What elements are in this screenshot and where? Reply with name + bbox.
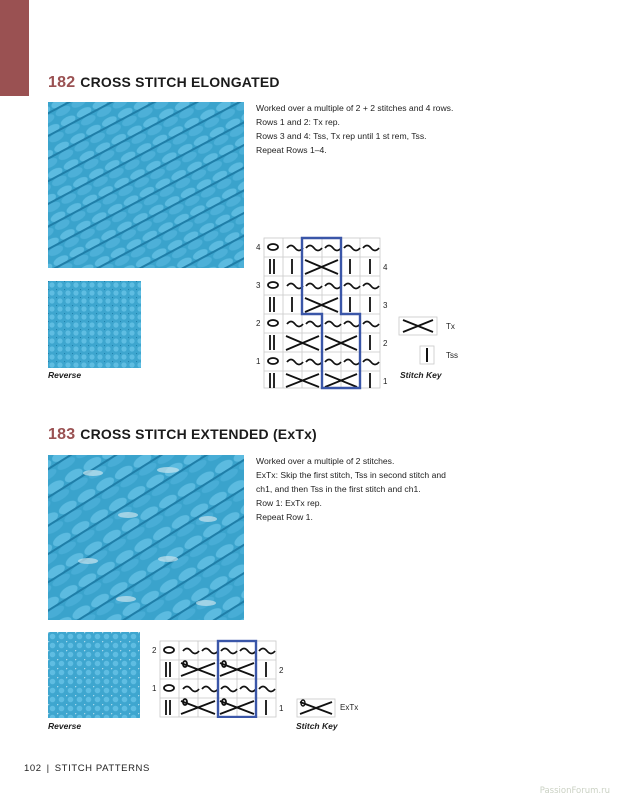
double-bar-icon (270, 335, 274, 350)
row-label: 1 (383, 377, 388, 386)
key-label-tss: Tss (446, 351, 458, 360)
stitch-row-3 (270, 297, 370, 312)
swatch-photo-reverse (48, 632, 140, 718)
chain-icon (164, 685, 174, 691)
tilde-icon (306, 284, 322, 289)
stitch-key-caption: Stitch Key (296, 721, 338, 731)
key-label-tx: Tx (446, 322, 455, 331)
stitch-row-1 (270, 373, 370, 388)
swatch-photo-front (48, 102, 244, 268)
stitch-key-182 (398, 316, 438, 368)
row-label: 4 (256, 243, 261, 252)
instruction-line: Repeat Row 1. (256, 512, 313, 522)
tilde-icon (287, 322, 303, 327)
row-label: 2 (383, 339, 388, 348)
tilde-icon (183, 649, 199, 654)
footer-separator: | (46, 763, 50, 774)
reverse-caption: Reverse (48, 370, 82, 380)
tilde-icon (363, 246, 379, 251)
tilde-icon (287, 284, 303, 289)
cross-icon (305, 260, 338, 274)
row-label: 1 (279, 704, 284, 713)
chain-icon (268, 244, 278, 250)
row-label: 2 (279, 666, 284, 675)
tilde-icon (363, 360, 379, 365)
tilde-icon (325, 246, 341, 251)
tilde-icon (306, 360, 322, 365)
pattern-182-instructions (256, 101, 453, 157)
row-label: 1 (256, 357, 261, 366)
stitch-key-caption: Stitch Key (400, 370, 442, 380)
stitch-row-1 (166, 699, 266, 715)
row-label: 2 (256, 319, 261, 328)
stitch-key-183 (296, 698, 336, 718)
instruction-line: Repeat Rows 1–4. (256, 145, 327, 155)
row-label: 3 (383, 301, 388, 310)
chain-icon (268, 282, 278, 288)
reverse-caption: Reverse (48, 721, 82, 731)
tilde-icon (344, 246, 360, 251)
loop-row-3 (268, 282, 379, 289)
tilde-icon (363, 322, 379, 327)
tilde-icon (344, 322, 360, 327)
instruction-line: Worked over a multiple of 2 stitches. (256, 456, 395, 466)
tilde-icon (306, 246, 322, 251)
tilde-icon (221, 687, 237, 692)
tilde-icon (202, 687, 218, 692)
pattern-183-heading (48, 426, 317, 444)
tilde-icon (259, 687, 275, 692)
tilde-icon (363, 284, 379, 289)
tilde-icon (221, 649, 237, 654)
page-footer (24, 763, 150, 774)
tilde-icon (183, 687, 199, 692)
section-title: STITCH PATTERNS (54, 763, 150, 774)
pattern-182-heading (48, 74, 280, 92)
chain-icon (164, 647, 174, 653)
stitch-row-2 (270, 335, 370, 350)
tilde-icon (287, 246, 303, 251)
cross-icon (286, 374, 319, 387)
loop-row-4 (268, 244, 379, 251)
tilde-icon (325, 322, 341, 327)
tilde-icon (259, 649, 275, 654)
swatch-photo-front (48, 455, 244, 620)
tilde-icon (344, 360, 360, 365)
instruction-line: ch1, and then Tss in the first stitch and ch1. (256, 484, 421, 494)
repeat-outline (302, 238, 360, 388)
row-label: 2 (152, 646, 157, 655)
tilde-icon (325, 284, 341, 289)
chapter-tab (0, 0, 29, 96)
loop-row-2 (268, 320, 379, 327)
stitch-row-2 (166, 661, 266, 677)
double-bar-icon (166, 700, 170, 715)
tilde-icon (240, 649, 256, 654)
loop-row-2 (164, 647, 275, 654)
cross-icon (403, 320, 433, 332)
instruction-line: Rows 1 and 2: Tx rep. (256, 117, 340, 127)
instruction-line: Row 1: ExTx rep. (256, 498, 322, 508)
swatch-photo-reverse (48, 281, 141, 368)
double-bar-icon (270, 373, 274, 388)
double-bar-icon (270, 297, 274, 312)
instruction-line: Worked over a multiple of 2 + 2 stitches and 4 rows. (256, 103, 454, 113)
page-number: 102 (24, 763, 42, 774)
pattern-title: CROSS STITCH ELONGATED (80, 74, 280, 90)
tilde-icon (344, 284, 360, 289)
row-label: 1 (152, 684, 157, 693)
tilde-icon (202, 649, 218, 654)
row-label: 3 (256, 281, 261, 290)
tilde-icon (306, 322, 322, 327)
loop-row-1 (164, 685, 275, 692)
chain-icon (268, 320, 278, 326)
double-bar-icon (166, 662, 170, 677)
cross-icon (286, 336, 319, 350)
tilde-icon (325, 360, 341, 365)
key-label-extx: ExTx (340, 703, 359, 712)
cross-icon (305, 298, 338, 312)
instruction-line: ExTx: Skip the first stitch, Tss in second stitch and (256, 470, 446, 480)
tilde-icon (240, 687, 256, 692)
stitch-row-4 (270, 259, 370, 274)
tilde-icon (287, 360, 303, 365)
stitch-chart-183 (148, 638, 288, 718)
pattern-183-instructions (256, 454, 446, 524)
stitch-chart-182 (252, 234, 400, 390)
pattern-number: 183 (48, 426, 76, 443)
pattern-title: CROSS STITCH EXTENDED (ExTx) (80, 426, 317, 442)
double-bar-icon (270, 259, 274, 274)
loop-row-1 (268, 358, 379, 365)
instruction-line: Rows 3 and 4: Tss, Tx rep until 1 st rem, Tss. (256, 131, 427, 141)
pattern-number: 182 (48, 74, 76, 91)
chain-icon (268, 358, 278, 364)
watermark: PassionForum.ru (539, 786, 610, 796)
row-label: 4 (383, 263, 388, 272)
